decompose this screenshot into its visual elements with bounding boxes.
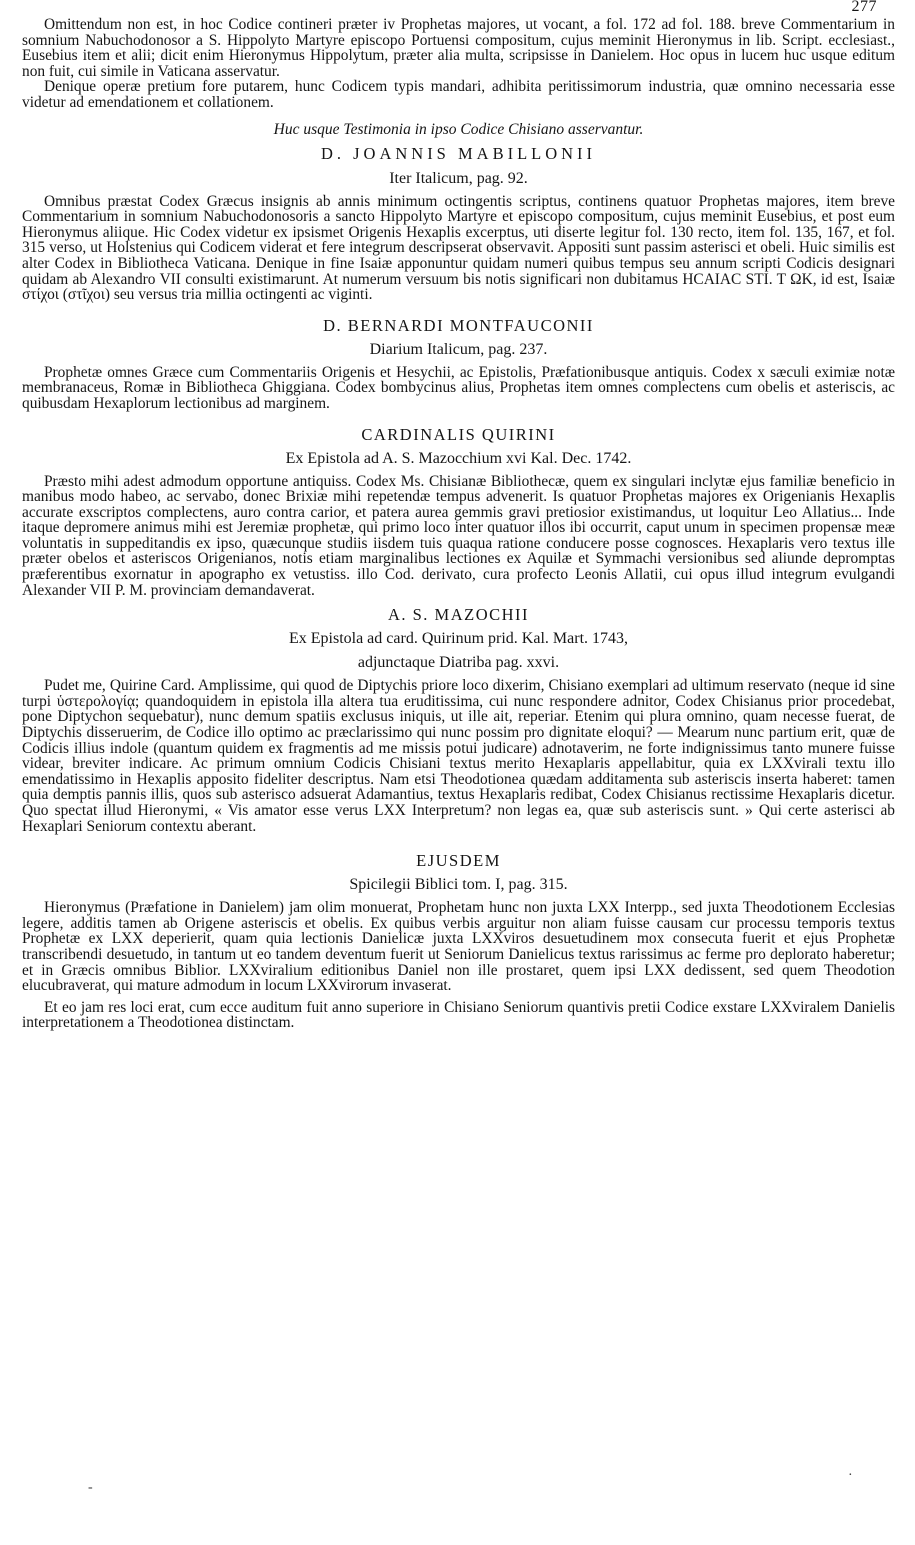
section-heading-mabillon: D. JOANNIS MABILLONII [320,143,597,163]
paragraph-quirini: Præsto mihi adest admodum opportune antiquiss. Codex Ms. Chisianæ Bibliothecæ, quem ex singulari inclytæ ejus familiæ beneficio in manibus modo habeo, ac servabo, donec Brixiæ mihi repetendæ tempus advenerit. Is quatuor Prophetas majores ex Origenianis Hexaplis accurate exscriptos complectens, auro contra carior, et patera aurea gemmis gravi pretiosior existimandus, ut loquitur Leo Allatius... Inde itaque depromere animus mihi est Jeremiæ prophetæ, qui primo loco inter quatuor illos ibi occurrit, caput unum in specimen propensæ meæ voluntatis in suppeditandis ex ipso, quæcunque studiis iisdem tuis quaqua ratione conducere posse cognosces. Hexaplaris vero textus ille præter obelos et asteriscos Origenianos, notis etiam marginalibus lectiones ex Aquilæ et Symmachi versionibus sed aliunde depromptas præferentibus exornatur in apographo ex vetustiss. illo Cod. derivato, cura profecto Leonis Allatii, cui opus illud integrum evulgandi Alexander VII P. M. provinciam demandaverat. [22,472,895,599]
paragraph-montfaucon: Prophetæ omnes Græce cum Commentariis Origenis et Hesychii, ac Epistolis, Præfationibusque antiquis. Codex x sæculi eximiæ notæ membranaceus, Romæ in Bibliotheca Ghiggiana. Codex bombycinus alius, Prophetas item omnes complectens cum obelis et asteriscis, ac quibusdam Hexaplorum lectionibus ad marginem. [22,363,895,412]
source-citation-mazochii-diatriba: adjunctaque Diatriba pag. xxvi. [357,654,560,672]
source-citation-montfaucon: Diarium Italicum, pag. 237. [369,340,548,358]
ink-speck: - [88,1480,93,1495]
source-citation-mazochii: Ex Epistola ad card. Quirinum prid. Kal. Mart. 1743, [288,630,629,648]
section-heading-quirini: CARDINALIS QUIRINI [361,424,556,444]
page-number: 277 [851,0,877,15]
section-heading-ejusdem: EJUSDEM [416,851,501,871]
book-page [22,0,895,1031]
paragraph-hieronymus-daniel: Hieronymus (Præfatione in Danielem) jam olim monuerat, Prophetam hunc non juxta LXX Interpp., sed juxta Theodotionem Ecclesias legere, additis tamen ab Origene asteriscis et obelis. Ex quibus verbis arguitur non aliam fuisse causam cur processu temporis textus Prophetæ ex LXX deperierit, quam quia lectionis Danielicæ juxta LXXviros desuetudinem mox consecuta fuerit et ejus Prophetæ transcribendi desuetudo, in tantum ut eo tandem deventum fuerit ut Seniorum Danielicus textus rarissimus ac ferme pro deplorato haberetur; et in Græcis omnibus Biblior. LXXviralium editionibus Daniel non ille prostaret, quem ipsi LXX dedissent, sed quem Theodotion elucubraverat, qui mature admodum in locum LXXvirorum invaserat. [22,899,895,995]
section-heading-montfaucon: D. BERNARDI MONTFAUCONII [323,315,594,335]
paragraph-chisian-daniel: Et eo jam res loci erat, cum ecce auditum fuit anno superiore in Chisiano Seniorum quantivis pretii Codice exstare LXXviralem Danielis interpretationem a Theodotionea distinctam. [22,998,895,1032]
paragraph-mabillon: Omnibus præstat Codex Græcus insignis ab annis minimum octingentis scriptus, continens quatuor Prophetas majores, item breve Commentarium in somnium Nabuchodonosoris a sancto Hippolyto Martyre et episcopo compositum, cujus meminit Eusebius, et post eum Hieronymus aliique. Hic Codex videtur ex ipsismet Origenis Hexaplis excerptus, uti diserte legitur fol. 130 recto, item fol. 135, 167, et fol. 315 verso, ut Holstenius qui Codicem viderat et fere integrum descripserat observavit. Appositi sunt passim asterisci et obeli. Huic similis est alter Codex in Bibliotheca Vaticana. Denique in fine Isaiæ apponuntur quidam numeri quibus tempus seu annum scripti Codicis designari quidam ab Alexandro VII consulti existimarunt. At numerum versuum bis notis significari non dubitamus ΗCΑΙΑC STI. T ΩK, id est, Isaiæ στίχοι (στῖχοι) seu versus tria millia octingenti ac viginti. [22,192,895,304]
paragraph-hippolytus-commentary: Omittendum non est, in hoc Codice contineri præter iv Prophetas majores, ut vocant, a fol. 172 ad fol. 188. breve Commentarium in somnium Nabuchodonosor a S. Hippolyto Martyre episcopo Portuensi compositum, cujus meminit Hieronymus in lib. Script. ecclesiast., Eusebius item et alii; dicit enim Hieronymus Hippolytum, præter alia multa, scripsisse in Danielem. Hoc opus in lucem huc usque editum non fuit, cui simile in Vaticana asservatur. [22,16,895,80]
testimonia-closing-line: Huc usque Testimonia in ipso Codice Chisiano asservantur. [273,120,644,138]
ink-speck: · [848,1468,853,1483]
paragraph-printing-recommendation: Denique operæ pretium fore putarem, hunc Codicem typis mandari, adhibita peritissimorum industria, quæ omnino necessaria esse videtur ad emendationem et collationem. [22,78,895,111]
source-citation-mabillon: Iter Italicum, pag. 92. [389,169,528,187]
section-heading-mazochii: A. S. MAZOCHII [387,605,530,625]
source-citation-spicilegium: Spicilegii Biblici tom. I, pag. 315. [349,876,568,894]
paragraph-mazochii: Pudet me, Quirine Card. Amplissime, qui quod de Diptychis priore loco dixerim, Chisiano exemplari ad ultimum reservato (neque id sine turpi ὑστερολογίᾳ; quandoquidem in epistola illa altera tua eruditissima, cui nunc respondere adnitor, Codex Chisianus prior procedebat, pone Diptychon sequebatur), nunc demum spatiis exclusus iniquis, ut ille ait, reperiar. Etenim qui plura omnino, quam necesse fuerat, de Diptychis disseruerim, de Codice illo optimo ac præclarissimo qui nunc possim pro dignitate eloqui? — Mearum nunc partium erit, quæ de Codicis illius indole (quantum quidem ex fragmentis ad me missis potui judicare) adnotaverim, ne forte indignissimus tanto munere fuisse videar, breviter indicare. Ac primum omnium Codicis Chisiani textus merito Hexaplaris appellabitur, quia ex LXXvirali textu illo emendatissimo in Hexaplis apposito fideliter descriptus. Nam etsi Theodotionea quædam additamenta sub asteriscis inserta haberet: tamen quia demptis pannis illis, quos sub asterisco adsuerat Adamantius, textus Hexaplaris redibat, Codex Chisianus rectissime Hexaplaris dicetur. Quo spectat illud Hieronymi, « Vis amator esse verus LXX Interpretum? non legas ea, quæ sub asteriscis sunt. » Qui certe asterisci ab Hexaplari Seniorum contextu aberant. [22,677,895,835]
source-citation-quirini: Ex Epistola ad A. S. Mazocchium xvi Kal. Dec. 1742. [285,449,632,467]
